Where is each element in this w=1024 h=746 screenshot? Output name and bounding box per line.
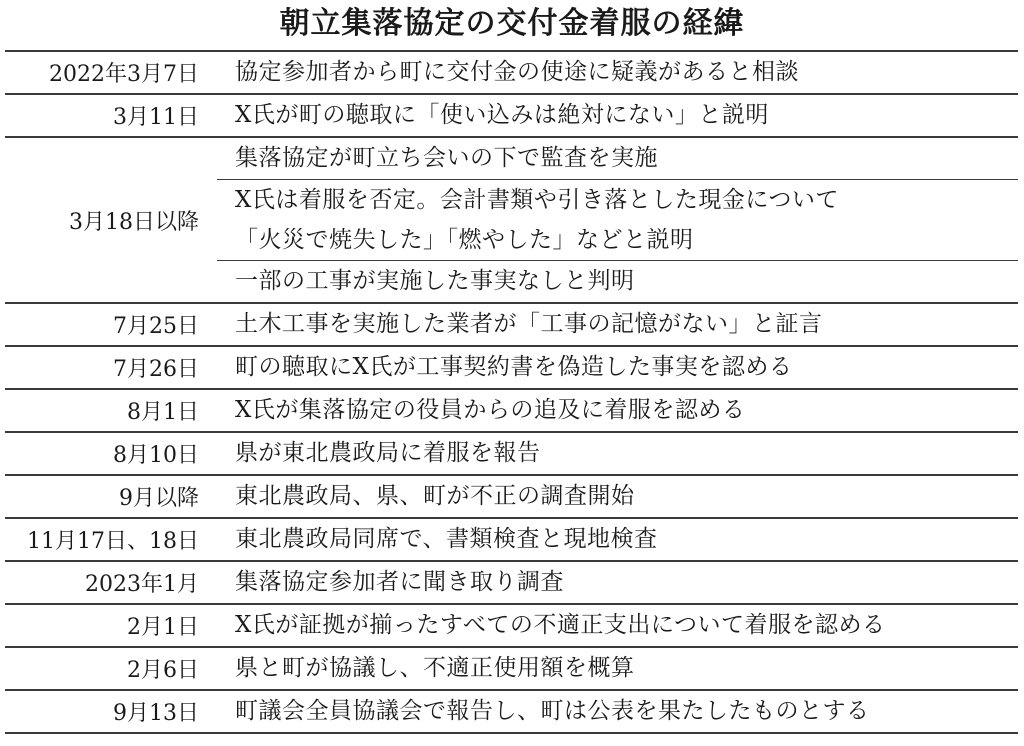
row-text: 町の聴取にX氏が工事契約書を偽造した事実を認める [235,354,793,380]
row-date: 3月11日 [113,105,199,130]
row-date: 7月26日 [113,357,199,382]
row-text: 県と町が協議し、不適正使用額を概算 [235,655,635,681]
table-row [5,689,1018,734]
row-date: 2月1日 [127,615,199,640]
page-title: 朝立集落協定の交付金着服の経緯 [279,6,745,41]
row-date: 11月17日、18日 [27,529,199,554]
table-row [5,431,1018,474]
row-text: 町議会全員協議会で報告し、町は公表を果たしたものとする [235,698,870,724]
row-text: 集落協定が町立ち会いの下で監査を実施 [235,145,658,171]
row-date: 3月18日以降 [69,209,199,235]
row-text: 一部の工事が実施した事実なしと判明 [217,260,1018,302]
table-row [5,474,1018,517]
row-date: 2023年1月 [85,572,199,597]
table-row [5,345,1018,388]
row-date: 2022年3月7日 [49,62,199,87]
table-row [5,646,1018,689]
row-text: 「火災で焼失した」「燃やした」などと説明 [235,227,694,253]
row-text: X氏が証拠が揃ったすべての不適正支出について着服を認める [235,612,886,638]
row-text: 集落協定参加者に聞き取り調査 [235,569,564,595]
row-text: X氏が集落協定の役員からの追及に着服を認める [235,397,746,423]
row-date: 9月以降 [119,486,199,511]
timeline-table [5,50,1018,734]
row-text: X氏は着服を否定。会計書類や引き落とした現金について [235,187,839,213]
row-text: 協定参加者から町に交付金の使途に疑義があると相談 [235,59,799,85]
row-text: 土木工事を実施した業者が「工事の記憶がない」と証言 [235,311,823,337]
table-row [5,50,1018,93]
row-text: 県が東北農政局に着服を報告 [235,440,541,466]
table-row [5,517,1018,560]
row-date: 2月6日 [127,658,199,683]
row-text: 東北農政局、県、町が不正の調査開始 [235,483,635,509]
table-row-group [5,136,1018,302]
row-date: 9月13日 [113,701,199,726]
row-text: 東北農政局同席で、書類検査と現地検査 [235,526,658,552]
table-row [5,560,1018,603]
row-date: 7月25日 [113,314,199,339]
row-date: 8月10日 [113,443,199,468]
row-text: X氏が町の聴取に「使い込みは絶対にない」と説明 [235,102,769,128]
table-row [5,302,1018,345]
table-row [5,603,1018,646]
row-date: 8月1日 [127,400,199,425]
table-row [5,388,1018,431]
table-row [5,93,1018,136]
